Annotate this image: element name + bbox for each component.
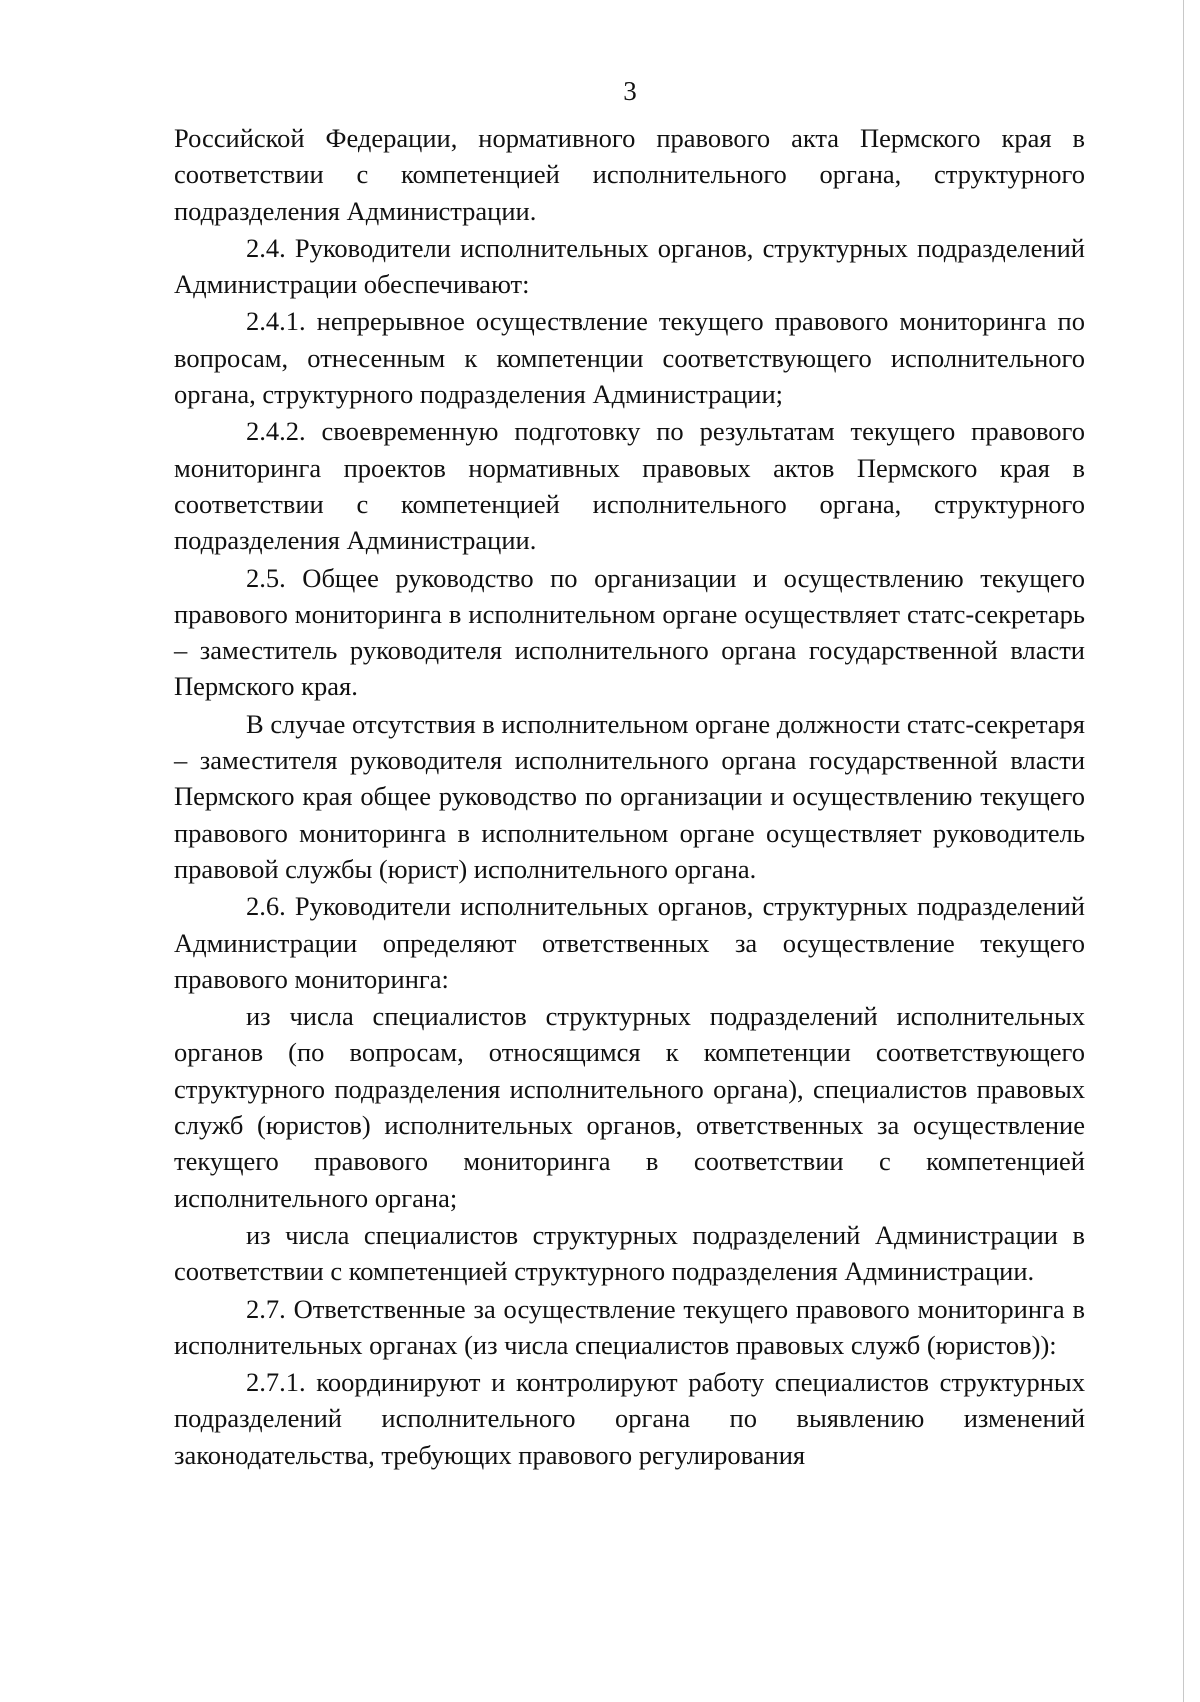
- paragraph-2-5: 2.5. Общее руководство по организации и осуществлению текущего правового мониторинга в исполнительном органе осуществляет статс-секретарь – заместитель руководителя исполнительного органа государственной власти Пермского края.: [174, 562, 1085, 702]
- paragraph-2-7: 2.7. Ответственные за осуществление текущего правового мониторинга в исполнительных органах (из числа специалистов правовых служб (юристов)):: [174, 1293, 1085, 1360]
- paragraph-2-4: 2.4. Руководители исполнительных органов, структурных подразделений Администрации обеспечивают:: [174, 232, 1085, 300]
- paragraph-2-7-1: 2.7.1. координируют и контролируют работу специалистов структурных подразделений исполнительного органа по выявлению изменений законодательства, требующих правового регулирования: [174, 1367, 1085, 1470]
- scan-edge-line: [1183, 0, 1184, 1702]
- document-body: [174, 120, 1085, 1473]
- paragraph-2-6: 2.6. Руководители исполнительных органов, структурных подразделений Администрации определяют ответственных за осуществление текущего правового мониторинга:: [174, 891, 1085, 994]
- paragraph-2-4-1: 2.4.1. непрерывное осуществление текущего правового мониторинга по вопросам, отнесенным к компетенции соответствующего исполнительного органа, структурного подразделения Администрации;: [174, 306, 1085, 410]
- paragraph-2-5-absence: В случае отсутствия в исполнительном органе должности статс-секретаря – заместителя руководителя исполнительного органа государственной власти Пермского края общее руководство по организации и осуществлению текущего правового мониторинга в исполнительном органе осуществляет руководитель правовой службы (юрист) исполнительного органа.: [174, 708, 1085, 884]
- paragraph-continuation: Российской Федерации, нормативного правового акта Пермского края в соответствии с компетенцией исполнительного органа, структурного подразделения Администрации.: [174, 123, 1085, 226]
- paragraph-2-6-administration-specialists: из числа специалистов структурных подразделений Администрации в соответствии с компетенцией структурного подразделения Администрации.: [174, 1219, 1085, 1287]
- paragraph-2-4-2: 2.4.2. своевременную подготовку по результатам текущего правового мониторинга проектов нормативных правовых актов Пермского края в соответствии с компетенцией исполнительного органа, структурного подразделения Администрации.: [174, 416, 1085, 556]
- page-number: 3: [623, 76, 637, 106]
- paragraph-2-6-executive-specialists: из числа специалистов структурных подразделений исполнительных органов (по вопросам, относящимся к компетенции соответствующего структурного подразделения исполнительного органа), специалистов правовых служб (юристов) исполнительных органов, ответственных за осуществление текущего правового мониторинга в соответствии с компетенцией исполнительного органа;: [174, 1001, 1085, 1213]
